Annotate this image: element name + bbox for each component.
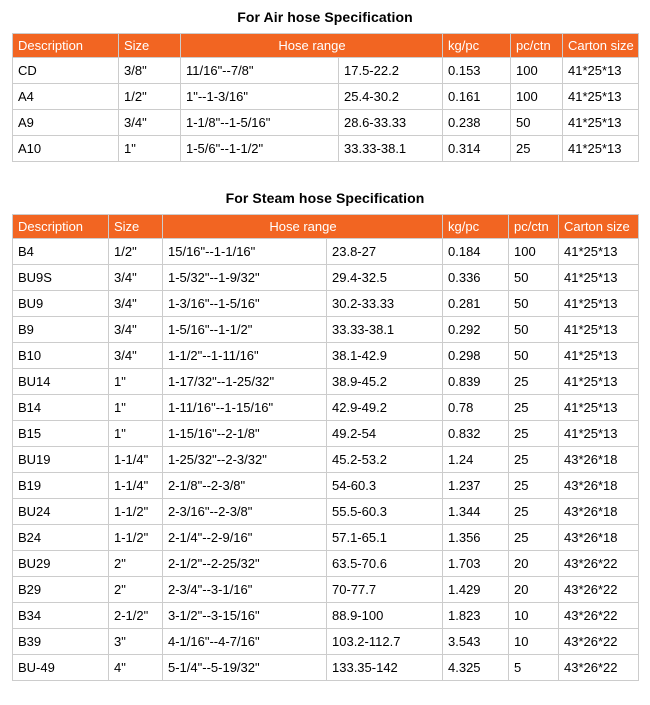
table-row <box>13 603 639 629</box>
cell-description: B10 <box>13 343 109 369</box>
table-row <box>13 239 639 265</box>
cell-kg-per-pc: 1.237 <box>443 473 509 499</box>
cell-size: 1/2" <box>119 84 181 110</box>
column-header-kg-per-pc: kg/pc <box>443 215 509 239</box>
cell-pc-per-ctn: 50 <box>509 343 559 369</box>
cell-size: 2" <box>109 551 163 577</box>
cell-pc-per-ctn: 25 <box>509 499 559 525</box>
cell-kg-per-pc: 0.238 <box>443 110 511 136</box>
cell-hose-range-inch: 1-15/16"--2-1/8" <box>163 421 327 447</box>
cell-hose-range-mm: 63.5-70.6 <box>327 551 443 577</box>
cell-carton-size: 41*25*13 <box>559 343 639 369</box>
cell-hose-range-inch: 2-3/16"--2-3/8" <box>163 499 327 525</box>
cell-size: 2" <box>109 577 163 603</box>
cell-carton-size: 41*25*13 <box>563 58 639 84</box>
cell-hose-range-inch: 1-1/8"--1-5/16" <box>181 110 339 136</box>
cell-size: 1-1/2" <box>109 525 163 551</box>
cell-kg-per-pc: 1.429 <box>443 577 509 603</box>
cell-size: 1-1/4" <box>109 447 163 473</box>
cell-kg-per-pc: 0.292 <box>443 317 509 343</box>
cell-hose-range-inch: 1-17/32"--1-25/32" <box>163 369 327 395</box>
cell-carton-size: 41*25*13 <box>559 395 639 421</box>
table-row <box>13 369 639 395</box>
cell-pc-per-ctn: 100 <box>511 84 563 110</box>
column-header-size: Size <box>109 215 163 239</box>
cell-hose-range-inch: 1-5/6"--1-1/2" <box>181 136 339 162</box>
cell-hose-range-inch: 1-5/32"--1-9/32" <box>163 265 327 291</box>
table-row <box>13 395 639 421</box>
cell-description: BU14 <box>13 369 109 395</box>
cell-hose-range-inch: 1-11/16"--1-15/16" <box>163 395 327 421</box>
cell-kg-per-pc: 0.336 <box>443 265 509 291</box>
cell-description: BU9 <box>13 291 109 317</box>
cell-description: BU-49 <box>13 655 109 681</box>
cell-description: A9 <box>13 110 119 136</box>
cell-hose-range-mm: 33.33-38.1 <box>327 317 443 343</box>
cell-hose-range-mm: 30.2-33.33 <box>327 291 443 317</box>
cell-description: B14 <box>13 395 109 421</box>
cell-carton-size: 43*26*18 <box>559 499 639 525</box>
cell-description: B39 <box>13 629 109 655</box>
table-row <box>13 447 639 473</box>
cell-pc-per-ctn: 20 <box>509 551 559 577</box>
table-row <box>13 577 639 603</box>
steam-hose-table <box>12 214 639 681</box>
cell-pc-per-ctn: 10 <box>509 629 559 655</box>
cell-pc-per-ctn: 25 <box>509 395 559 421</box>
cell-pc-per-ctn: 25 <box>509 447 559 473</box>
cell-description: BU9S <box>13 265 109 291</box>
cell-hose-range-inch: 1"--1-3/16" <box>181 84 339 110</box>
cell-hose-range-inch: 1-1/2"--1-11/16" <box>163 343 327 369</box>
cell-hose-range-mm: 57.1-65.1 <box>327 525 443 551</box>
cell-hose-range-inch: 1-3/16"--1-5/16" <box>163 291 327 317</box>
cell-pc-per-ctn: 50 <box>509 265 559 291</box>
column-header-description: Description <box>13 34 119 58</box>
table-row <box>13 110 639 136</box>
cell-pc-per-ctn: 50 <box>509 317 559 343</box>
cell-size: 3/4" <box>109 291 163 317</box>
steam-hose-section <box>12 181 638 681</box>
section-spacer <box>12 162 638 181</box>
table-row <box>13 525 639 551</box>
air-hose-title: For Air hose Specification <box>237 9 413 25</box>
cell-hose-range-mm: 29.4-32.5 <box>327 265 443 291</box>
cell-hose-range-mm: 70-77.7 <box>327 577 443 603</box>
cell-hose-range-mm: 45.2-53.2 <box>327 447 443 473</box>
cell-carton-size: 41*25*13 <box>559 291 639 317</box>
column-header-kg-per-pc: kg/pc <box>443 34 511 58</box>
cell-pc-per-ctn: 50 <box>509 291 559 317</box>
cell-hose-range-inch: 5-1/4"--5-19/32" <box>163 655 327 681</box>
cell-size: 3/4" <box>119 110 181 136</box>
cell-size: 1-1/4" <box>109 473 163 499</box>
cell-size: 3/8" <box>119 58 181 84</box>
table-row <box>13 343 639 369</box>
cell-hose-range-inch: 2-1/2"--2-25/32" <box>163 551 327 577</box>
cell-size: 1-1/2" <box>109 499 163 525</box>
table-row <box>13 291 639 317</box>
cell-kg-per-pc: 0.832 <box>443 421 509 447</box>
table-row <box>13 317 639 343</box>
cell-pc-per-ctn: 25 <box>509 473 559 499</box>
cell-size: 3" <box>109 629 163 655</box>
cell-hose-range-mm: 49.2-54 <box>327 421 443 447</box>
cell-carton-size: 43*26*18 <box>559 447 639 473</box>
cell-description: BU24 <box>13 499 109 525</box>
cell-hose-range-mm: 54-60.3 <box>327 473 443 499</box>
cell-pc-per-ctn: 100 <box>511 58 563 84</box>
cell-size: 3/4" <box>109 343 163 369</box>
cell-hose-range-mm: 42.9-49.2 <box>327 395 443 421</box>
cell-hose-range-mm: 38.9-45.2 <box>327 369 443 395</box>
cell-size: 1" <box>109 369 163 395</box>
cell-hose-range-inch: 3-1/2"--3-15/16" <box>163 603 327 629</box>
column-header-carton-size: Carton size <box>563 34 639 58</box>
column-header-pc-per-ctn: pc/ctn <box>511 34 563 58</box>
table-row <box>13 499 639 525</box>
cell-kg-per-pc: 0.78 <box>443 395 509 421</box>
cell-kg-per-pc: 3.543 <box>443 629 509 655</box>
cell-size: 3/4" <box>109 317 163 343</box>
cell-pc-per-ctn: 25 <box>509 369 559 395</box>
table-row <box>13 421 639 447</box>
column-header-pc-per-ctn: pc/ctn <box>509 215 559 239</box>
cell-kg-per-pc: 4.325 <box>443 655 509 681</box>
cell-description: B9 <box>13 317 109 343</box>
cell-carton-size: 43*26*18 <box>559 473 639 499</box>
table-row <box>13 551 639 577</box>
cell-kg-per-pc: 1.703 <box>443 551 509 577</box>
cell-hose-range-inch: 2-3/4"--3-1/16" <box>163 577 327 603</box>
cell-pc-per-ctn: 25 <box>509 525 559 551</box>
cell-kg-per-pc: 1.344 <box>443 499 509 525</box>
cell-kg-per-pc: 0.153 <box>443 58 511 84</box>
cell-pc-per-ctn: 25 <box>509 421 559 447</box>
cell-description: BU29 <box>13 551 109 577</box>
cell-description: CD <box>13 58 119 84</box>
cell-carton-size: 43*26*22 <box>559 551 639 577</box>
column-header-carton-size: Carton size <box>559 215 639 239</box>
cell-pc-per-ctn: 100 <box>509 239 559 265</box>
table-row <box>13 84 639 110</box>
cell-carton-size: 41*25*13 <box>559 317 639 343</box>
cell-kg-per-pc: 1.24 <box>443 447 509 473</box>
cell-hose-range-inch: 4-1/16"--4-7/16" <box>163 629 327 655</box>
cell-carton-size: 41*25*13 <box>559 421 639 447</box>
cell-carton-size: 41*25*13 <box>563 110 639 136</box>
column-header-hose-range: Hose range <box>163 215 443 239</box>
cell-description: B24 <box>13 525 109 551</box>
cell-description: A10 <box>13 136 119 162</box>
cell-size: 1/2" <box>109 239 163 265</box>
cell-hose-range-inch: 1-5/16"--1-1/2" <box>163 317 327 343</box>
cell-size: 2-1/2" <box>109 603 163 629</box>
cell-carton-size: 43*26*22 <box>559 629 639 655</box>
cell-pc-per-ctn: 25 <box>511 136 563 162</box>
cell-pc-per-ctn: 10 <box>509 603 559 629</box>
air-hose-table-body <box>13 58 639 162</box>
cell-carton-size: 43*26*22 <box>559 577 639 603</box>
cell-kg-per-pc: 0.314 <box>443 136 511 162</box>
cell-hose-range-inch: 1-25/32"--2-3/32" <box>163 447 327 473</box>
cell-description: A4 <box>13 84 119 110</box>
table-row <box>13 58 639 84</box>
cell-hose-range-mm: 55.5-60.3 <box>327 499 443 525</box>
cell-size: 1" <box>109 421 163 447</box>
cell-hose-range-inch: 2-1/4"--2-9/16" <box>163 525 327 551</box>
cell-hose-range-inch: 2-1/8"--2-3/8" <box>163 473 327 499</box>
cell-hose-range-mm: 38.1-42.9 <box>327 343 443 369</box>
cell-kg-per-pc: 0.184 <box>443 239 509 265</box>
cell-size: 4" <box>109 655 163 681</box>
cell-description: BU19 <box>13 447 109 473</box>
cell-size: 1" <box>109 395 163 421</box>
cell-pc-per-ctn: 5 <box>509 655 559 681</box>
cell-hose-range-mm: 88.9-100 <box>327 603 443 629</box>
cell-carton-size: 43*26*22 <box>559 655 639 681</box>
cell-hose-range-mm: 28.6-33.33 <box>339 110 443 136</box>
table-row <box>13 629 639 655</box>
column-header-hose-range: Hose range <box>181 34 443 58</box>
cell-hose-range-mm: 17.5-22.2 <box>339 58 443 84</box>
cell-description: B4 <box>13 239 109 265</box>
column-header-size: Size <box>119 34 181 58</box>
cell-hose-range-inch: 15/16"--1-1/16" <box>163 239 327 265</box>
cell-size: 1" <box>119 136 181 162</box>
air-hose-table <box>12 33 639 162</box>
cell-kg-per-pc: 1.823 <box>443 603 509 629</box>
table-header-row <box>13 34 639 58</box>
cell-kg-per-pc: 0.281 <box>443 291 509 317</box>
cell-kg-per-pc: 0.161 <box>443 84 511 110</box>
cell-description: B29 <box>13 577 109 603</box>
column-header-description: Description <box>13 215 109 239</box>
cell-carton-size: 43*26*18 <box>559 525 639 551</box>
cell-kg-per-pc: 1.356 <box>443 525 509 551</box>
steam-hose-title: For Steam hose Specification <box>225 190 425 206</box>
cell-hose-range-mm: 33.33-38.1 <box>339 136 443 162</box>
cell-hose-range-mm: 133.35-142 <box>327 655 443 681</box>
table-row <box>13 136 639 162</box>
cell-pc-per-ctn: 20 <box>509 577 559 603</box>
table-row <box>13 265 639 291</box>
cell-carton-size: 41*25*13 <box>563 136 639 162</box>
cell-pc-per-ctn: 50 <box>511 110 563 136</box>
cell-hose-range-inch: 11/16"--7/8" <box>181 58 339 84</box>
cell-description: B34 <box>13 603 109 629</box>
table-row <box>13 655 639 681</box>
steam-hose-table-header <box>13 215 639 239</box>
cell-carton-size: 41*25*13 <box>559 239 639 265</box>
air-hose-section <box>12 0 638 162</box>
air-hose-table-header <box>13 34 639 58</box>
cell-kg-per-pc: 0.298 <box>443 343 509 369</box>
table-header-row <box>13 215 639 239</box>
cell-hose-range-mm: 25.4-30.2 <box>339 84 443 110</box>
cell-carton-size: 43*26*22 <box>559 603 639 629</box>
cell-hose-range-mm: 103.2-112.7 <box>327 629 443 655</box>
cell-carton-size: 41*25*13 <box>559 265 639 291</box>
cell-description: B19 <box>13 473 109 499</box>
cell-kg-per-pc: 0.839 <box>443 369 509 395</box>
steam-hose-table-body <box>13 239 639 681</box>
cell-description: B15 <box>13 421 109 447</box>
cell-hose-range-mm: 23.8-27 <box>327 239 443 265</box>
table-row <box>13 473 639 499</box>
cell-carton-size: 41*25*13 <box>559 369 639 395</box>
cell-carton-size: 41*25*13 <box>563 84 639 110</box>
cell-size: 3/4" <box>109 265 163 291</box>
